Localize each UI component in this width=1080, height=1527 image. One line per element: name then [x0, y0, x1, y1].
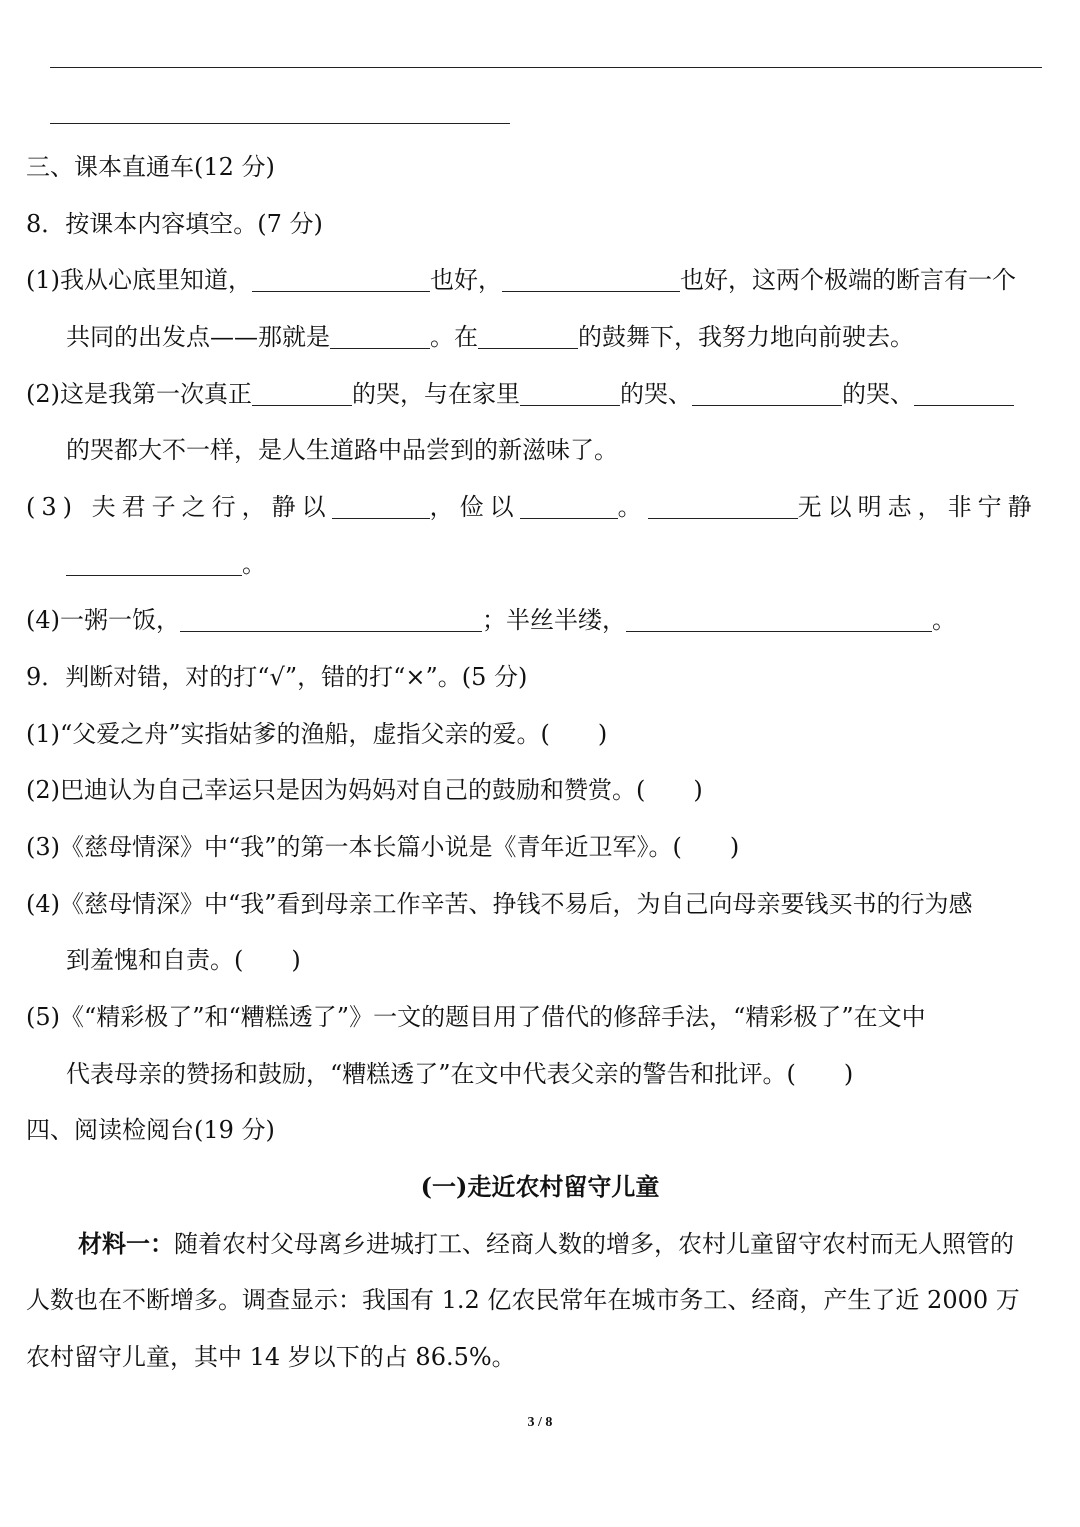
answer-line-1[interactable] [50, 67, 1042, 68]
text: 的哭、 [620, 380, 692, 408]
text: 的哭、 [842, 380, 914, 408]
fill-blank[interactable] [692, 379, 842, 406]
material-1-line2: 人数也在不断增多。调查显示：我国有 1.2 亿农民常年在城市务工、经商，产生了近 2000 万 [26, 1286, 1020, 1314]
material-label: 材料一： [78, 1229, 174, 1258]
text: 共同的出发点——那就是 [66, 323, 330, 351]
q9-item-4-line1: (4)《慈母情深》中“我”看到母亲工作辛苦、挣钱不易后，为自己向母亲要钱买书的行为感 [26, 890, 973, 918]
fill-blank[interactable] [914, 379, 1014, 406]
fill-blank[interactable] [626, 605, 932, 632]
q8-item-1-line2 [66, 320, 914, 354]
text: 。 [617, 493, 648, 521]
fill-blank[interactable] [66, 549, 242, 576]
section-4-heading: 四、阅读检阅台(19 分) [26, 1116, 275, 1144]
text: 。在 [430, 323, 478, 351]
text: 无以明志，非宁静 [797, 493, 1038, 521]
page-number: 3 / 8 [527, 1415, 553, 1430]
fill-blank[interactable] [332, 492, 430, 519]
text: 也好， [430, 266, 502, 294]
section-3-heading: 三、课本直通车(12 分) [26, 153, 275, 181]
text: (4)一粥一饭， [26, 606, 180, 634]
q9-item-2: (2)巴迪认为自己幸运只是因为妈妈对自己的鼓励和赞赏。( ) [26, 776, 703, 804]
fill-blank[interactable] [520, 379, 620, 406]
text: ；半丝半缕， [482, 606, 626, 634]
q9-item-3: (3)《慈母情深》中“我”的第一本长篇小说是《青年近卫军》。( ) [26, 833, 740, 861]
fill-blank[interactable] [252, 379, 352, 406]
text: (2)这是我第一次真正 [26, 380, 252, 408]
q9-item-1: (1)“父爱之舟”实指姑爹的渔船，虚指父亲的爱。( ) [26, 720, 608, 748]
fill-blank[interactable] [252, 265, 430, 292]
q9-title: 9．判断对错，对的打“√”，错的打“×”。(5 分) [26, 663, 528, 691]
text: 的哭，与在家里 [352, 380, 520, 408]
q8-item-3-line1 [26, 490, 1038, 524]
fill-blank[interactable] [330, 322, 430, 349]
material-1-line3: 农村留守儿童，其中 14 岁以下的占 86.5%。 [26, 1343, 516, 1371]
q9-item-4-line2: 到羞愧和自责。( ) [66, 946, 301, 974]
q8-item-2-line1 [26, 377, 1014, 411]
text: 也好，这两个极端的断言有一个 [680, 266, 1016, 294]
material-1-line1 [78, 1227, 1014, 1261]
fill-blank[interactable] [478, 322, 578, 349]
text: 随着农村父母离乡进城打工、经商人数的增多，农村儿童留守农村而无人照管的 [174, 1230, 1014, 1258]
text: (3) 夫君子之行，静以 [26, 493, 332, 521]
text: 。 [242, 550, 266, 578]
text: 的鼓舞下，我努力地向前驶去。 [578, 323, 914, 351]
text: ，俭以 [429, 493, 520, 521]
q9-item-5-line1: (5)《“精彩极了”和“糟糕透了”》一文的题目用了借代的修辞手法，“精彩极了”在文中 [26, 1003, 926, 1031]
q9-item-5-line2: 代表母亲的赞扬和鼓励，“糟糕透了”在文中代表父亲的警告和批评。( ) [66, 1060, 854, 1088]
q8-item-2-line2: 的哭都大不一样，是人生道路中品尝到的新滋味了。 [66, 436, 618, 464]
reading-title: (一)走近农村留守儿童 [420, 1172, 660, 1201]
q8-item-1-line1 [26, 263, 1016, 297]
q8-title: 8．按课本内容填空。(7 分) [26, 210, 323, 238]
text: (1)我从心底里知道， [26, 266, 252, 294]
fill-blank[interactable] [520, 492, 618, 519]
answer-line-2[interactable] [50, 123, 510, 124]
text: 。 [932, 606, 956, 634]
q8-item-3-line2 [66, 547, 266, 581]
fill-blank[interactable] [648, 492, 798, 519]
fill-blank[interactable] [180, 605, 482, 632]
fill-blank[interactable] [502, 265, 680, 292]
q8-item-4 [26, 603, 956, 637]
